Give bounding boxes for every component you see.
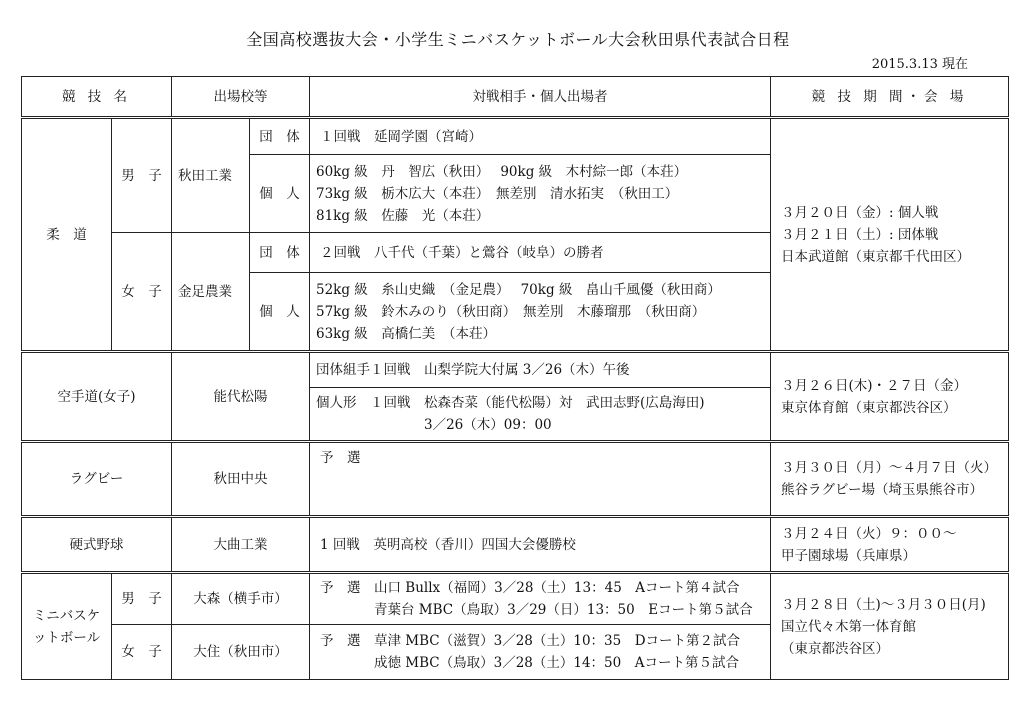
baseball-venue (771, 517, 1009, 573)
judo-men-team-label: 団 体 (250, 118, 310, 155)
karate-venue (771, 352, 1009, 442)
game-line: 青葉台 MBC（鳥取）3／29（日）13：50 Eコート第５試合 (320, 602, 753, 618)
judo-women-indiv (310, 273, 771, 352)
minibasket-event (22, 573, 112, 680)
judo-men-team-match: １回戦 延岡学園（宮崎） (310, 118, 771, 155)
karate-school: 能代松陽 (172, 352, 310, 442)
header-school: 出場校等 (172, 77, 310, 118)
baseball-school: 大曲工業 (172, 517, 310, 573)
minibasket-girls-school: 大住（秋田市） (172, 625, 310, 680)
minibasket-girls-games (310, 625, 771, 680)
entry-line: 60kg 級 丹 智広（秋田） 90kg 級 木村綜一郎（本荘） (316, 163, 688, 180)
venue-line: ３月２６日(木)・２７日（金） (781, 377, 968, 394)
venue-line: （東京都渋谷区） (781, 640, 889, 657)
schedule-table (21, 76, 1009, 680)
baseball-event: 硬式野球 (22, 517, 172, 573)
judo-men-gender: 男 子 (112, 118, 172, 233)
karate-event: 空手道(女子) (22, 352, 172, 442)
judo-women-team-label: 団 体 (250, 233, 310, 273)
venue-line: 国立代々木第一体育館 (781, 618, 916, 635)
venue-line: 甲子園球場（兵庫県） (781, 547, 916, 564)
baseball-row (22, 517, 1009, 573)
entry-line: 73kg 級 栃木広大（本荘） 無差別 清水拓実 （秋田工） (316, 185, 679, 202)
header-venue: 競 技 期 間・会 場 (771, 77, 1009, 118)
minibasket-venue (771, 573, 1009, 680)
venue-line: ３月２４日（火）９：００～ (781, 525, 957, 542)
minibasket-boys-gender: 男 子 (112, 573, 172, 625)
rugby-school: 秋田中央 (172, 442, 310, 517)
entry-line: 3／26（木）09：00 (316, 417, 552, 433)
judo-women-team-match: ２回戦 八千代（千葉）と鶯谷（岐阜）の勝者 (310, 233, 771, 273)
rugby-event: ラグビー (22, 442, 172, 517)
entry-line: 81kg 級 佐藤 光（本荘） (316, 207, 490, 224)
venue-line: ３月３０日（月）～４月７日（火） (781, 460, 997, 476)
venue-line: 熊谷ラグビー場（埼玉県熊谷市） (781, 482, 983, 498)
venue-line: ３月２１日（土）: 団体戦 (781, 226, 939, 243)
baseball-match: 1 回戦 英明高校（香川）四国大会優勝校 (310, 517, 771, 573)
entry-line: 個人形 １回戦 松森杏菜（能代松陽）対 武田志野(広島海田) (316, 395, 705, 411)
entry-line: 52kg 級 糸山史織 （金足農） 70kg 級 畠山千風優（秋田商） (316, 281, 721, 298)
as-of-date: 2015.3.13 現在 (871, 57, 968, 72)
minibasket-boys-games (310, 573, 771, 625)
judo-men-school: 秋田工業 (172, 118, 250, 233)
entry-line: 57kg 級 鈴木みのり（秋田商） 無差別 木藤瑠那 （秋田商） (316, 303, 706, 320)
judo-men-team-row (22, 118, 1009, 155)
game-line: 成徳 MBC（鳥取）3／28（土）14：50 Aコート第５試合 (320, 655, 739, 671)
header-event: 競 技 名 (22, 77, 172, 118)
entry-line: 63kg 級 高橋仁美 （本荘） (316, 325, 497, 342)
game-line: 予 選 山口 Bullx（福岡）3／28（土）13：45 Aコート第４試合 (320, 580, 740, 596)
judo-women-gender: 女 子 (112, 233, 172, 352)
event-line: ットボール (32, 629, 101, 646)
karate-team-match: 団体組手１回戦 山梨学院大付属 3／26（木）午後 (310, 352, 771, 388)
minibasket-girls-gender: 女 子 (112, 625, 172, 680)
venue-line: 東京体育館（東京都渋谷区） (781, 399, 957, 416)
judo-event: 柔 道 (22, 118, 112, 352)
game-line: 予 選 草津 MBC（滋賀）3／28（土）10：35 Dコート第２試合 (320, 633, 741, 649)
event-line: ミニバスケ (32, 607, 101, 624)
document-title: 全国高校選抜大会・小学生ミニバスケットボール大会秋田県代表試合日程 (246, 30, 790, 49)
judo-women-indiv-label: 個 人 (250, 273, 310, 352)
judo-women-school: 金足農業 (172, 233, 250, 352)
venue-line: ３月２８日（土)～３月３０日(月) (781, 596, 986, 613)
minibasket-boys-row (22, 573, 1009, 625)
header-opponent: 対戦相手・個人出場者 (310, 77, 771, 118)
karate-indiv (310, 388, 771, 442)
header-row (22, 77, 1009, 118)
judo-venue (771, 118, 1009, 352)
karate-team-row (22, 352, 1009, 388)
rugby-row (22, 442, 1009, 517)
minibasket-boys-school: 大森（横手市） (172, 573, 310, 625)
judo-men-indiv-label: 個 人 (250, 155, 310, 233)
venue-line: 日本武道館（東京都千代田区） (781, 248, 970, 265)
rugby-venue (771, 442, 1009, 517)
rugby-match: 予 選 (310, 442, 771, 517)
judo-men-indiv (310, 155, 771, 233)
venue-line: ３月２０日（金）: 個人戦 (781, 204, 939, 221)
